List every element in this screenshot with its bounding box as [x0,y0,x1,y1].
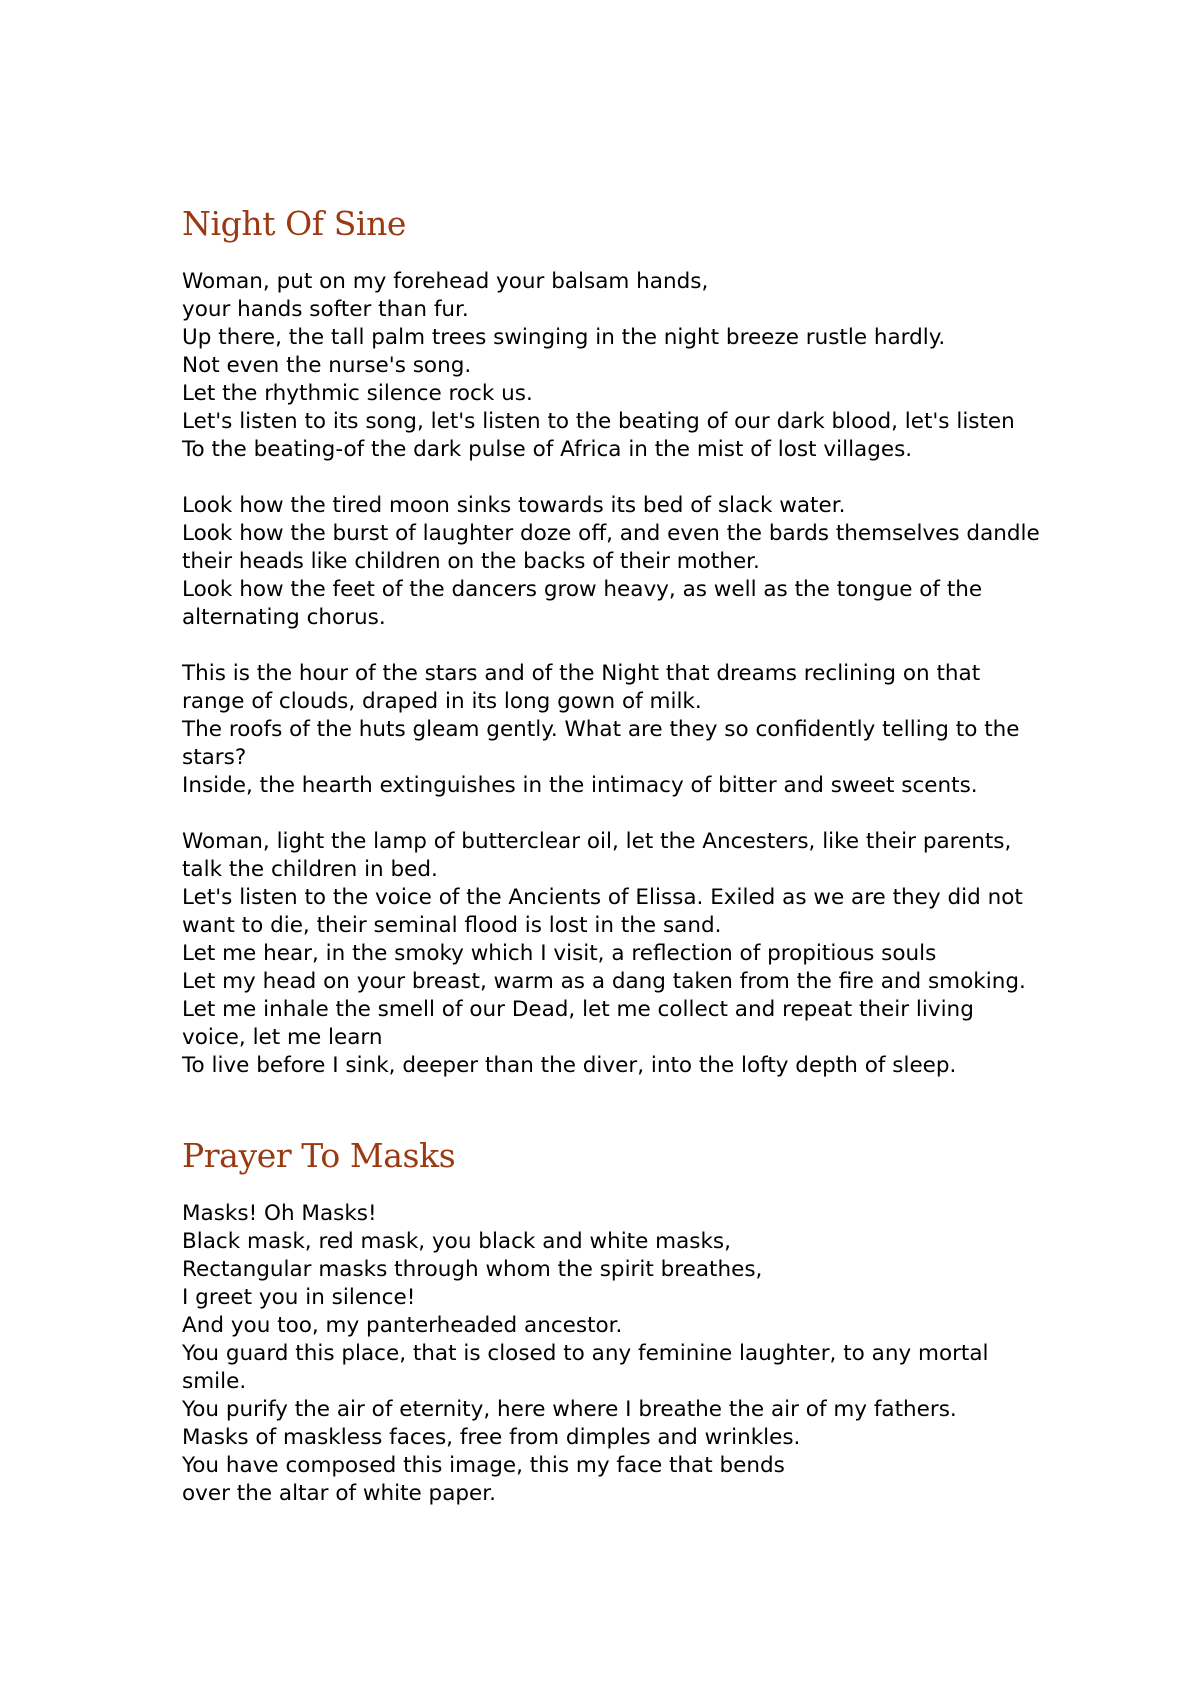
stanza [182,828,1042,1080]
poem-title-night-of-sine: Night Of Sine [182,204,407,243]
poem-line: Let the rhythmic silence rock us. [182,381,533,406]
poem-line: Let my head on your breast, warm as a dang taken from the fire and smoking. [182,969,1026,994]
poem-line: Let me hear, in the smoky which I visit, a reflection of propitious souls [182,941,937,966]
poem-line: Woman, light the lamp of butterclear oil, let the Ancesters, like their parents, talk the children in bed. [182,829,1012,882]
poem-line: Look how the tired moon sinks towards its bed of slack water. [182,493,846,518]
poem-line: Masks of maskless faces, free from dimples and wrinkles. [182,1425,801,1450]
poem-line: Let's listen to its song, let's listen to the beating of our dark blood, let's listen [182,409,1015,434]
poem-line: Woman, put on my forehead your balsam hands, [182,269,709,294]
poem-line: Up there, the tall palm trees swinging in the night breeze rustle hardly. [182,325,946,350]
poem-line: You purify the air of eternity, here where I breathe the air of my fathers. [182,1397,957,1422]
poem-line: You guard this place, that is closed to any feminine laughter, to any mortal smile. [182,1341,989,1394]
poem-line: And you too, my panterheaded ancestor. [182,1313,623,1338]
poem-line: over the altar of white paper. [182,1481,496,1506]
poem-line: The roofs of the huts gleam gently. What are they so confidently telling to the stars? [182,717,1020,770]
poem-line: Look how the feet of the dancers grow heavy, as well as the tongue of the alternating chorus. [182,577,983,630]
poem-line: Black mask, red mask, you black and white masks, [182,1229,731,1254]
stanza [182,268,1042,464]
stanza [182,1200,1042,1508]
poem-line: Look how the burst of laughter doze off, and even the bards themselves dandle their heads like children on the backs of their mother. [182,521,1040,574]
poem-line: Not even the nurse's song. [182,353,472,378]
poem-line: I greet you in silence! [182,1285,416,1310]
poem-line: Inside, the hearth extinguishes in the intimacy of bitter and sweet scents. [182,773,978,798]
poem-line: your hands softer than fur. [182,297,469,322]
poem-line: Let me inhale the smell of our Dead, let me collect and repeat their living voice, let me learn [182,997,974,1050]
stanza [182,492,1042,632]
poem-line: Let's listen to the voice of the Ancients of Elissa. Exiled as we are they did not want to die, their seminal flood is lost in the sand. [182,885,1023,938]
poem-line: Rectangular masks through whom the spirit breathes, [182,1257,763,1282]
poem-line: This is the hour of the stars and of the Night that dreams reclining on that range of clouds, draped in its long gown of milk. [182,661,981,714]
poem-line: You have composed this image, this my face that bends [182,1453,785,1478]
poem-body-prayer-to-masks [182,1200,1042,1508]
stanza [182,660,1042,800]
poem-title-prayer-to-masks: Prayer To Masks [182,1136,456,1175]
poem-line: Masks! Oh Masks! [182,1201,377,1226]
poem-body-night-of-sine [182,268,1042,1080]
poem-line: To live before I sink, deeper than the diver, into the lofty depth of sleep. [182,1053,957,1078]
poem-line: To the beating-of the dark pulse of Africa in the mist of lost villages. [182,437,913,462]
document-content [182,200,1042,1508]
